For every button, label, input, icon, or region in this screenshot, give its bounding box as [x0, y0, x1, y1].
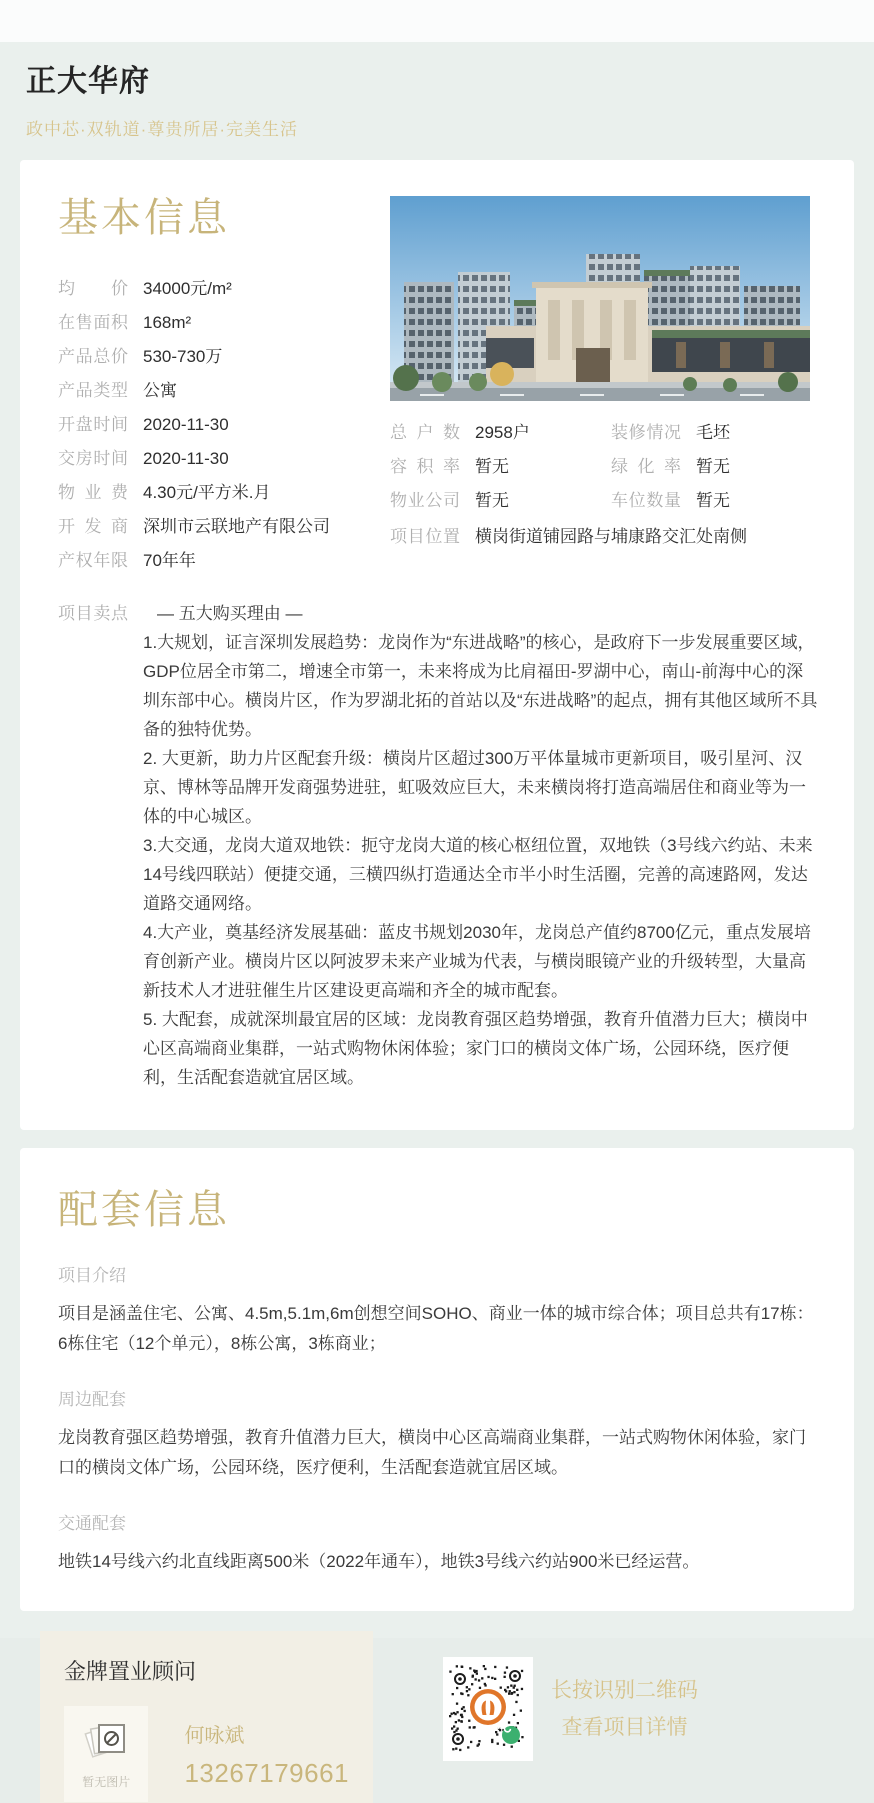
field-value: 公寓 [143, 381, 177, 400]
field-total-households [390, 423, 611, 442]
agent-name: 何咏斌 [184, 1725, 245, 1747]
field-value: 530-730万 [143, 347, 223, 366]
field-ownership-years [58, 551, 390, 570]
selling-point-paragraph: 3.大交通，龙岗大道双地铁：扼守龙岗大道的核心枢纽位置，双地铁（3号线六约站、未来14号线四联站）便捷交通，三横四纵打造通达全市半小时生活圈，完善的高速路网，发达道路交通网络。 [143, 836, 813, 913]
field-label: 开盘时间 [58, 415, 128, 434]
property-title: 正大华府 [26, 65, 150, 98]
field-label: 在售面积 [58, 313, 128, 332]
field-label: 产品总价 [58, 347, 128, 366]
field-value: 70年年 [143, 551, 196, 570]
top-strip [0, 0, 874, 42]
basic-info-card [20, 160, 854, 1130]
field-label: 装修情况 [611, 423, 681, 442]
page-header [0, 42, 874, 160]
field-property-company [390, 491, 611, 510]
field-label: 均价 [58, 279, 128, 298]
field-label: 车位数量 [611, 491, 681, 510]
selling-points-row [58, 599, 820, 1092]
building-rendering-image [390, 196, 810, 401]
agent-no-image-label: 暂无图片 [82, 1774, 131, 1789]
bottom-section [40, 1631, 834, 1803]
field-value: 暂无 [475, 457, 509, 476]
qr-code[interactable] [443, 1657, 533, 1761]
amenity-text: 地铁14号线六约北直线距离500米（2022年通车），地铁3号线六约站900米已经运营。 [58, 1552, 700, 1571]
selling-point-paragraph: 5. 大配套，成就深圳最宜居的区域：龙岗教育强区趋势增强，教育升值潜力巨大；横岗中心区高端商业集群，一站式购物休闲体验；家门口的横岗文体广场，公园环绕，医疗便利，生活配套造就宜居区域。 [143, 1010, 808, 1087]
field-total-price [58, 347, 390, 366]
qr-section [443, 1657, 698, 1761]
amenities-section-title: 配套信息 [58, 1188, 230, 1232]
qr-caption-line2: 查看项目详情 [561, 1716, 688, 1739]
basic-info-section-title: 基本信息 [58, 196, 230, 240]
amenity-text: 龙岗教育强区趋势增强，教育升值潜力巨大，横岗中心区高端商业集群，一站式购物休闲体验，家门口的横岗文体广场，公园环绕，医疗便利，生活配套造就宜居区域。 [58, 1428, 806, 1477]
field-label: 容积率 [390, 457, 460, 476]
field-value: 168m² [143, 313, 192, 332]
field-label: 项目卖点 [58, 604, 128, 623]
field-value: 2958户 [475, 423, 530, 442]
field-opening-date [58, 415, 390, 434]
agent-avatar-placeholder [64, 1706, 148, 1802]
field-average-price [58, 279, 390, 298]
amenity-block-surroundings [58, 1385, 816, 1483]
amenity-block-transport [58, 1509, 816, 1577]
field-value: 暂无 [696, 457, 730, 476]
field-plot-ratio [390, 457, 611, 476]
field-label: 项目位置 [390, 527, 460, 546]
field-developer [58, 517, 390, 536]
field-delivery-date [58, 449, 390, 468]
qr-caption [551, 1672, 698, 1746]
field-parking-count [611, 491, 820, 510]
agent-card [40, 1631, 373, 1803]
agent-phone-number[interactable]: 13267179661 [184, 1758, 349, 1788]
field-label: 产权年限 [58, 551, 128, 570]
amenity-subtitle: 项目介绍 [58, 1266, 126, 1285]
field-product-type [58, 381, 390, 400]
field-value: 横岗街道铺园路与埔康路交汇处南侧 [475, 527, 747, 546]
field-value: 2020-11-30 [143, 415, 229, 434]
field-property-fee [58, 483, 390, 502]
field-label: 物业费 [58, 483, 128, 502]
field-value: 深圳市云联地产有限公司 [143, 517, 330, 536]
field-label: 物业公司 [390, 491, 460, 510]
selling-point-paragraph: 2. 大更新，助力片区配套升级：横岗片区超过300万平体量城市更新项目，吸引星河、汉京、博林等品牌开发商强势进驻，虹吸效应巨大，未来横岗将打造高端居住和商业等为一体的中心城区。 [143, 749, 806, 826]
amenities-card [20, 1148, 854, 1611]
field-label: 产品类型 [58, 381, 128, 400]
field-project-location [390, 527, 820, 546]
qr-caption-line1: 长按识别二维码 [551, 1679, 698, 1702]
selling-point-paragraph: 4.大产业，奠基经济发展基础：蓝皮书规划2030年，龙岗总产值约8700亿元，重点发展培育创新产业。横岗片区以阿波罗未来产业城为代表，与横岗眼镜产业的升级转型，大量高新技术人才进驻催生片区建设更高端和齐全的城市配套。 [143, 923, 811, 1000]
no-image-icon [83, 1719, 129, 1766]
field-greening-rate [611, 457, 820, 476]
field-value: 2020-11-30 [143, 449, 229, 468]
amenity-text: 项目是涵盖住宅、公寓、4.5m,5.1m,6m创想空间SOHO、商业一体的城市综合体；项目总共有17栋：6栋住宅（12个单元），8栋公寓，3栋商业； [58, 1304, 814, 1353]
selling-points-heading: — 五大购买理由 — [157, 604, 303, 623]
amenity-subtitle: 周边配套 [58, 1390, 126, 1409]
field-value: 4.30元/平方米.月 [143, 483, 271, 502]
agent-heading: 金牌置业顾问 [64, 1659, 197, 1684]
selling-points-content [143, 599, 820, 1092]
field-value: 34000元/m² [143, 279, 232, 298]
field-label: 总户数 [390, 423, 460, 442]
selling-point-paragraph: 1.大规划，证言深圳发展趋势：龙岗作为“东进战略”的核心，是政府下一步发展重要区域，GDP位居全市第二，增速全市第一，未来将成为比肩福田-罗湖中心，南山-前海中心的深圳东部中心。横岗片区，作为罗湖北拓的首站以及“东进战略”的起点，拥有其他区域所不具备的独特优势。 [143, 633, 818, 739]
amenity-block-intro [58, 1261, 816, 1359]
field-area-on-sale [58, 313, 390, 332]
field-value: 暂无 [475, 491, 509, 510]
field-value: 暂无 [696, 491, 730, 510]
field-decoration [611, 423, 820, 442]
basic-fields-grid [390, 423, 820, 525]
field-value: 毛坯 [696, 423, 730, 442]
property-slogan: 政中芯·双轨道·尊贵所居·完美生活 [26, 120, 298, 139]
field-label: 交房时间 [58, 449, 128, 468]
field-label: 绿化率 [611, 457, 681, 476]
amenity-subtitle: 交通配套 [58, 1514, 126, 1533]
field-label: 开发商 [58, 517, 128, 536]
basic-fields-list [58, 279, 390, 570]
